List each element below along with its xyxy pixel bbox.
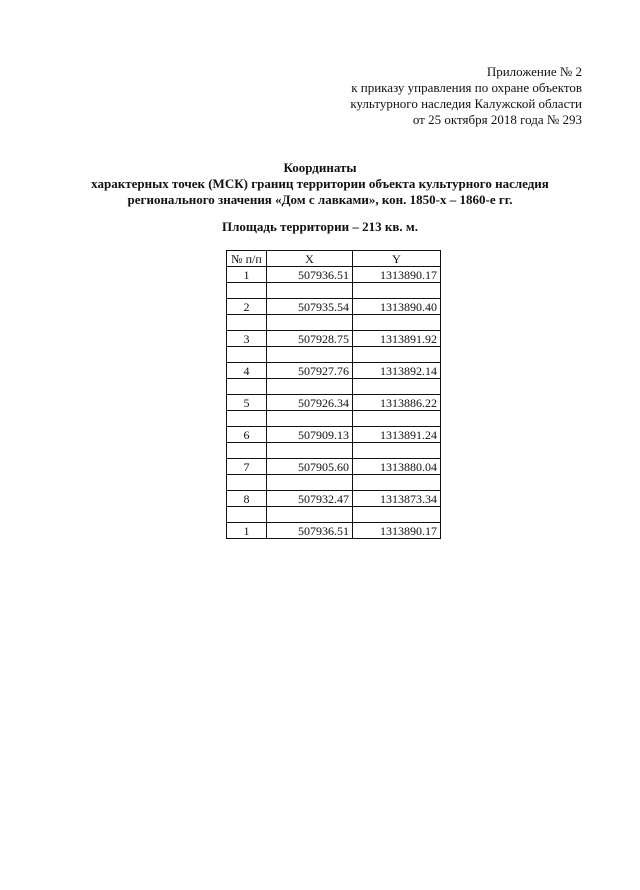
cell-point-number [227, 475, 267, 491]
cell-y [353, 379, 441, 395]
order-authority: культурного наследия Калужской области [350, 96, 582, 111]
cell-point-number [227, 315, 267, 331]
title-line-3: регионального значения «Дом с лавками», кон. 1850-х – 1860-е гг. [127, 192, 513, 207]
cell-y: 1313890.17 [353, 267, 441, 283]
cell-point-number: 8 [227, 491, 267, 507]
cell-y: 1313892.14 [353, 363, 441, 379]
cell-point-number: 4 [227, 363, 267, 379]
territory-area: Площадь территории – 213 кв. м. [222, 219, 418, 234]
cell-x: 507928.75 [267, 331, 353, 347]
cell-y [353, 507, 441, 523]
table-row [227, 443, 441, 459]
table-header-row [227, 251, 441, 267]
cell-x: 507932.47 [267, 491, 353, 507]
table-row [227, 379, 441, 395]
cell-y: 1313890.40 [353, 299, 441, 315]
order-reference: к приказу управления по охране объектов [351, 80, 582, 95]
cell-y [353, 443, 441, 459]
cell-x [267, 347, 353, 363]
cell-point-number: 2 [227, 299, 267, 315]
cell-y: 1313891.24 [353, 427, 441, 443]
cell-y [353, 347, 441, 363]
table-row [227, 523, 441, 539]
cell-x: 507927.76 [267, 363, 353, 379]
cell-y: 1313886.22 [353, 395, 441, 411]
table-row [227, 283, 441, 299]
cell-point-number: 1 [227, 523, 267, 539]
cell-point-number: 5 [227, 395, 267, 411]
table-row [227, 411, 441, 427]
coordinates-table [226, 250, 441, 539]
table-row [227, 491, 441, 507]
order-date: от 25 октября 2018 года № 293 [412, 112, 582, 127]
cell-x [267, 379, 353, 395]
table-row [227, 315, 441, 331]
cell-x: 507909.13 [267, 427, 353, 443]
table-row [227, 299, 441, 315]
table-row [227, 459, 441, 475]
table-body [227, 267, 441, 539]
table-row [227, 347, 441, 363]
appendix-header [350, 64, 582, 128]
cell-y [353, 283, 441, 299]
cell-x [267, 315, 353, 331]
table-row [227, 395, 441, 411]
table-row [227, 267, 441, 283]
cell-point-number [227, 507, 267, 523]
cell-x [267, 411, 353, 427]
appendix-number: Приложение № 2 [486, 64, 582, 79]
cell-point-number: 3 [227, 331, 267, 347]
table-row [227, 507, 441, 523]
cell-point-number: 1 [227, 267, 267, 283]
cell-point-number [227, 443, 267, 459]
cell-y: 1313890.17 [353, 523, 441, 539]
column-header-y: Y [353, 251, 441, 267]
cell-point-number [227, 347, 267, 363]
cell-point-number: 7 [227, 459, 267, 475]
cell-x: 507936.51 [267, 267, 353, 283]
cell-point-number [227, 379, 267, 395]
cell-point-number [227, 411, 267, 427]
cell-x [267, 283, 353, 299]
cell-x [267, 443, 353, 459]
title-line-1: Координаты [283, 160, 357, 175]
cell-y [353, 315, 441, 331]
column-header-x: X [267, 251, 353, 267]
table-row [227, 475, 441, 491]
table-row [227, 363, 441, 379]
cell-x: 507935.54 [267, 299, 353, 315]
cell-y [353, 475, 441, 491]
cell-y: 1313873.34 [353, 491, 441, 507]
cell-point-number: 6 [227, 427, 267, 443]
cell-x [267, 507, 353, 523]
cell-x: 507905.60 [267, 459, 353, 475]
cell-x [267, 475, 353, 491]
cell-x: 507936.51 [267, 523, 353, 539]
cell-y [353, 411, 441, 427]
cell-x: 507926.34 [267, 395, 353, 411]
cell-y: 1313891.92 [353, 331, 441, 347]
cell-y: 1313880.04 [353, 459, 441, 475]
document-title [0, 160, 640, 208]
column-header-number: № п/п [227, 251, 267, 267]
table-row [227, 427, 441, 443]
title-line-2: характерных точек (МСК) границ территории объекта культурного наследия [91, 176, 549, 191]
cell-point-number [227, 283, 267, 299]
table-row [227, 331, 441, 347]
